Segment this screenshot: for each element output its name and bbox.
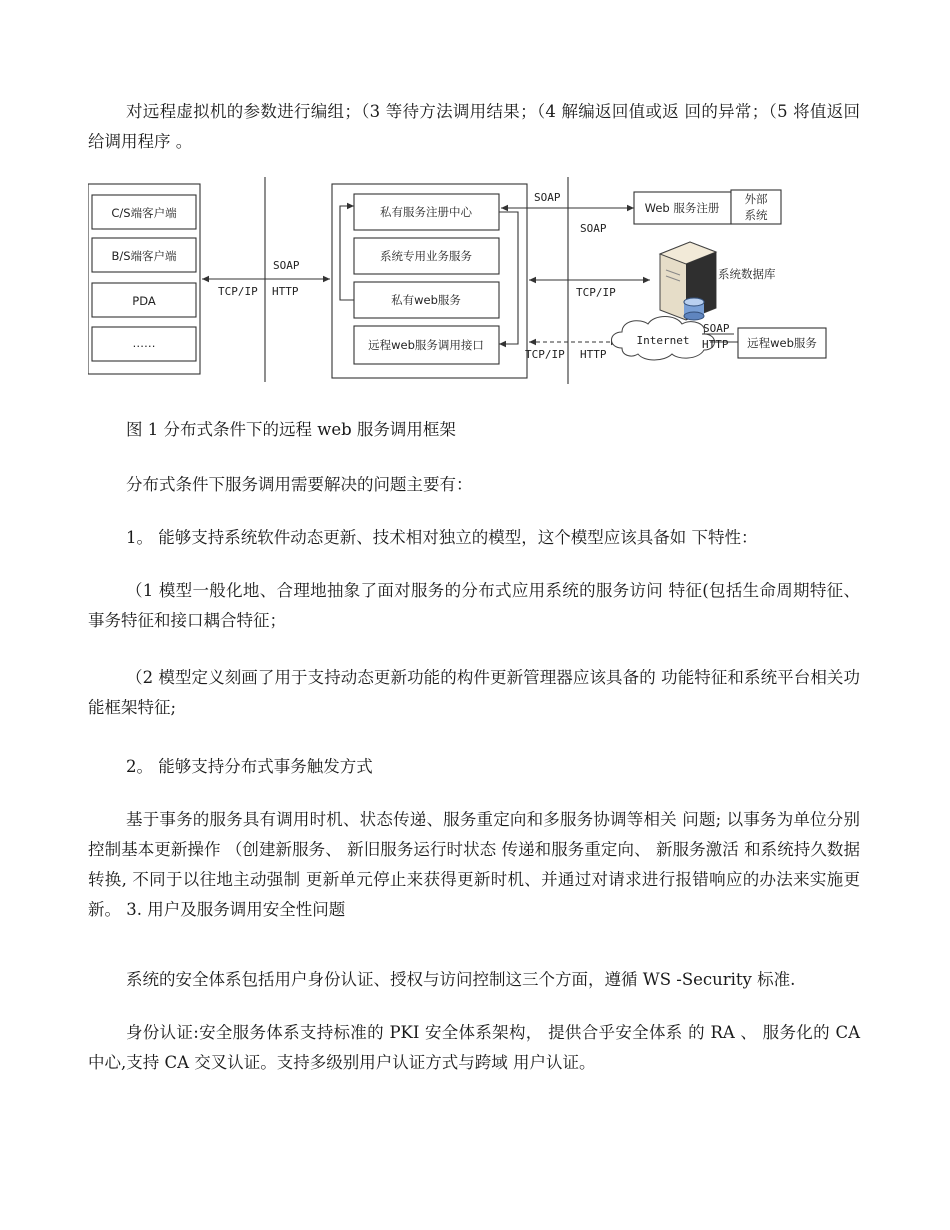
left-soap-label: SOAP: [273, 259, 300, 272]
external-system-label-line1: 外部: [744, 192, 768, 206]
paragraph-item-2: 2。 能够支持分布式事务触发方式: [126, 757, 373, 776]
right-http-label: HTTP: [702, 338, 729, 351]
internet-label: Internet: [636, 334, 690, 347]
paragraph-intro: 对远程虚拟机的参数进行编组；（3 等待方法调用结果；（4 解编返回值或返 回的异常；（5 将值返回给调用程序 。: [88, 102, 860, 151]
bottom-http-label: HTTP: [580, 348, 607, 361]
client-label-pda: PDA: [132, 294, 156, 308]
soap-top-label: SOAP: [534, 191, 561, 204]
left-tcpip-label: TCP/IP: [218, 285, 258, 298]
paragraph-item-1: 1。 能够支持系统软件动态更新、技术相对独立的模型，这个模型应该具备如 下特性：: [126, 528, 758, 547]
paragraph-authentication: 身份认证:安全服务体系支持标准的 PKI 安全体系架构， 提供合乎安全体系 的 RA 、 服务化的 CA 中心,支持 CA 交叉认证。支持多级别用户认证方式与跨域 用户认证。: [88, 1023, 860, 1072]
service-label-registry: 私有服务注册中心: [380, 205, 472, 219]
right-soap-label: SOAP: [703, 322, 730, 335]
left-http-label: HTTP: [272, 285, 299, 298]
service-label-remote-interface: 远程web服务调用接口: [368, 338, 484, 352]
db-tcpip-label: TCP/IP: [576, 286, 616, 299]
service-label-private-web: 私有web服务: [391, 293, 461, 307]
bottom-tcpip-label: TCP/IP: [525, 348, 565, 361]
paragraph-security-system: 系统的安全体系包括用户身份认证、授权与访问控制这三个方面，遵循 WS -Security 标准.: [126, 970, 796, 989]
client-label-bs: B/S端客户端: [111, 249, 177, 263]
paragraph-sub-2: （2 模型定义刻画了用于支持动态更新功能的构件更新管理器应该具备的 功能特征和系统平台相关功能框架特征;: [88, 668, 860, 717]
paragraph-transaction: 基于事务的服务具有调用时机、状态传递、服务重定向和多服务协调等相关 问题; 以事务为单位分别控制基本更新操作 （创建新服务、 新旧服务运行时状态 传递和服务重定向、 新服务激活 和系统持久数据转换, 不同于以往地主动强制 更新单元停止来获得更新时机、并通过对请求进行报错响应的办法来实施更新。 3. 用户及服务调用安全性问题: [88, 810, 860, 919]
client-label-cs: C/S端客户端: [111, 206, 177, 220]
database-server-icon: [660, 242, 716, 320]
soap-below-label: SOAP: [580, 222, 607, 235]
service-label-business: 系统专用业务服务: [380, 249, 472, 263]
database-label: 系统数据库: [718, 267, 776, 281]
web-registry-label: Web 服务注册: [644, 201, 720, 215]
remote-web-service-framework-diagram: [88, 172, 848, 387]
remote-web-label: 远程web服务: [747, 336, 817, 350]
paragraph-sub-1: （1 模型一般化地、合理地抽象了面对服务的分布式应用系统的服务访问 特征(包括生命周期特征、事务特征和接口耦合特征；: [88, 581, 860, 630]
paragraph-problems-intro: 分布式条件下服务调用需要解决的问题主要有：: [126, 475, 473, 494]
client-label-more: ……: [132, 336, 156, 350]
external-system-label-line2: 系统: [744, 208, 768, 222]
figure-caption: 图 1 分布式条件下的远程 web 服务调用框架: [126, 420, 456, 439]
